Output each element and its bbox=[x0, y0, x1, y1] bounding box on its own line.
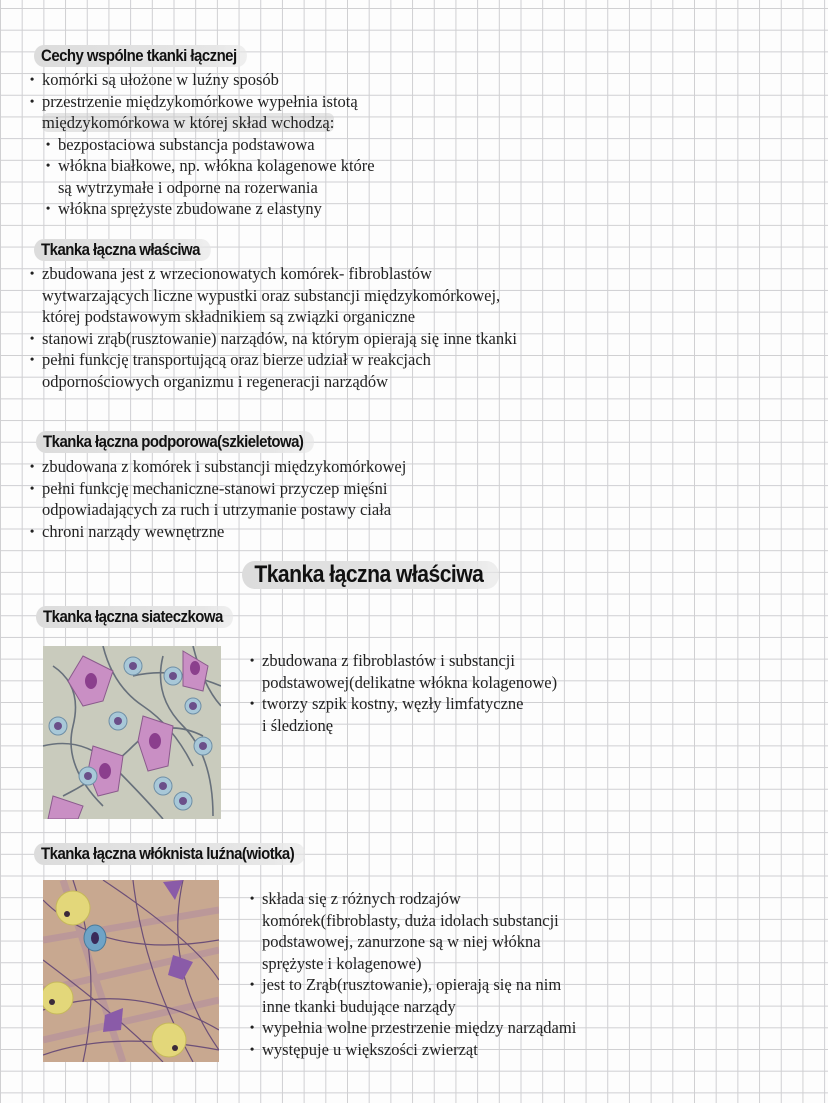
bullet-icon: • bbox=[30, 523, 35, 538]
bullet-icon: • bbox=[30, 330, 35, 345]
list-item: • bezpostaciowa substancja podstawowa bbox=[46, 134, 315, 154]
bullet-icon: • bbox=[46, 136, 51, 151]
bullet-icon: • bbox=[250, 977, 255, 991]
list-item: • zbudowana jest z wrzecionowatych komórek- fibroblastów bbox=[30, 264, 432, 283]
bullet-icon: • bbox=[46, 158, 51, 172]
bullet-icon: • bbox=[30, 352, 35, 366]
common-features-list: • komórki są ułożone w luźny sposób • przestrzenie międzykomórkowe wypełnia istotą międzykomórkowa w której skład wchodzą: • bezpostaciowa substancja podstawowa • włókna białkowe, np. włókna kolagenowe które są wytrzymałe i odporne na rozerwania • włókna sprężyste zbudowane z elastyny bbox=[30, 70, 375, 218]
list-item: • chroni narządy wewnętrzne bbox=[30, 521, 225, 541]
list-item: • wypełnia wolne przestrzenie między narządami bbox=[250, 1018, 577, 1037]
heading-common-features: Cechy wspólne tkanki łącznej bbox=[34, 45, 247, 67]
list-item: • pełni funkcję mechaniczne-stanowi przyczep mięśni bbox=[30, 478, 388, 498]
bullet-icon: • bbox=[30, 266, 35, 280]
heading-supporting-tissue: Tkanka łączna podporowa(szkieletowa) bbox=[36, 431, 314, 453]
bullet-icon: • bbox=[30, 72, 35, 86]
reticular-tissue-list: • zbudowana z fibroblastów i substancji podstawowej(delikatne włókna kolagenowe) • tworzy szpik kostny, węzły limfatyczne i śledzionę bbox=[250, 651, 558, 735]
bullet-icon: • bbox=[250, 653, 255, 667]
list-item: • komórki są ułożone w luźny sposób bbox=[30, 70, 279, 89]
bullet-icon: • bbox=[30, 459, 35, 473]
bullet-icon: • bbox=[30, 93, 35, 108]
bullet-icon: • bbox=[30, 480, 35, 495]
list-item: • pełni funkcję transportującą oraz bierze udział w reakcjach bbox=[30, 350, 431, 369]
list-item: • włókna sprężyste zbudowane z elastyny bbox=[46, 199, 322, 218]
list-item: • jest to Zrąb(rusztowanie), opierają się na nim bbox=[250, 975, 562, 994]
list-item: • stanowi zrąb(rusztowanie) narządów, na którym opierają się inne tkanki bbox=[30, 328, 517, 348]
loose-fibrous-tissue-image bbox=[43, 880, 219, 1062]
heading-loose-fibrous-tissue: Tkanka łączna włóknista luźna(wiotka) bbox=[34, 843, 305, 865]
list-item: • zbudowana z fibroblastów i substancji bbox=[250, 651, 515, 670]
proper-tissue-list: • zbudowana jest z wrzecionowatych komórek- fibroblastów wytwarzających liczne wypustki oraz substancji międzykomórkowej, której podstawowym składnikiem są związki organiczne • stanowi zrąb(rusztowanie) narządów, na którym opierają się inne tkanki • pełni funkcję transportującą oraz bierze udział w reakcjach odpornościowych organizmu i regeneracji narządów bbox=[30, 264, 517, 391]
bullet-icon: • bbox=[250, 891, 255, 905]
loose-fibrous-tissue-list: • składa się z różnych rodzajów komórek(fibroblasty, duża idolach substancji podstawowej, zanurzone są w niej włókna sprężyste i kolagenowe) • jest to Zrąb(rusztowanie), opierają się na nim inne tkanki budujące narządy • wypełnia wolne przestrzenie między narządami • występuje u większości zwierząt bbox=[250, 889, 577, 1059]
list-item: • występuje u większości zwierząt bbox=[250, 1039, 478, 1059]
list-item: • przestrzenie międzykomórkowe wypełnia istotą bbox=[30, 91, 358, 111]
list-item: • składa się z różnych rodzajów bbox=[250, 889, 461, 908]
list-item: • zbudowana z komórek i substancji międzykomórkowej bbox=[30, 457, 407, 476]
bullet-icon: • bbox=[250, 696, 255, 710]
main-title: Tkanka łączna właściwa bbox=[242, 561, 499, 589]
bullet-icon: • bbox=[250, 1020, 255, 1034]
bullet-icon: • bbox=[46, 201, 51, 215]
supporting-tissue-list: • zbudowana z komórek i substancji międzykomórkowej • pełni funkcję mechaniczne-stanowi przyczep mięśni odpowiadających za ruch i utrzymanie postawy ciała • chroni narządy wewnętrzne bbox=[30, 457, 407, 541]
list-item: • tworzy szpik kostny, węzły limfatyczne bbox=[250, 694, 524, 713]
list-item: • włókna białkowe, np. włókna kolagenowe które bbox=[46, 156, 375, 175]
heading-proper-tissue: Tkanka łączna właściwa bbox=[34, 239, 210, 261]
heading-reticular-tissue: Tkanka łączna siateczkowa bbox=[36, 606, 233, 628]
highlight: międzykomórkowa w której skład wchodzą: bbox=[42, 113, 335, 132]
bullet-icon: • bbox=[250, 1041, 255, 1056]
reticular-tissue-image bbox=[43, 646, 221, 819]
